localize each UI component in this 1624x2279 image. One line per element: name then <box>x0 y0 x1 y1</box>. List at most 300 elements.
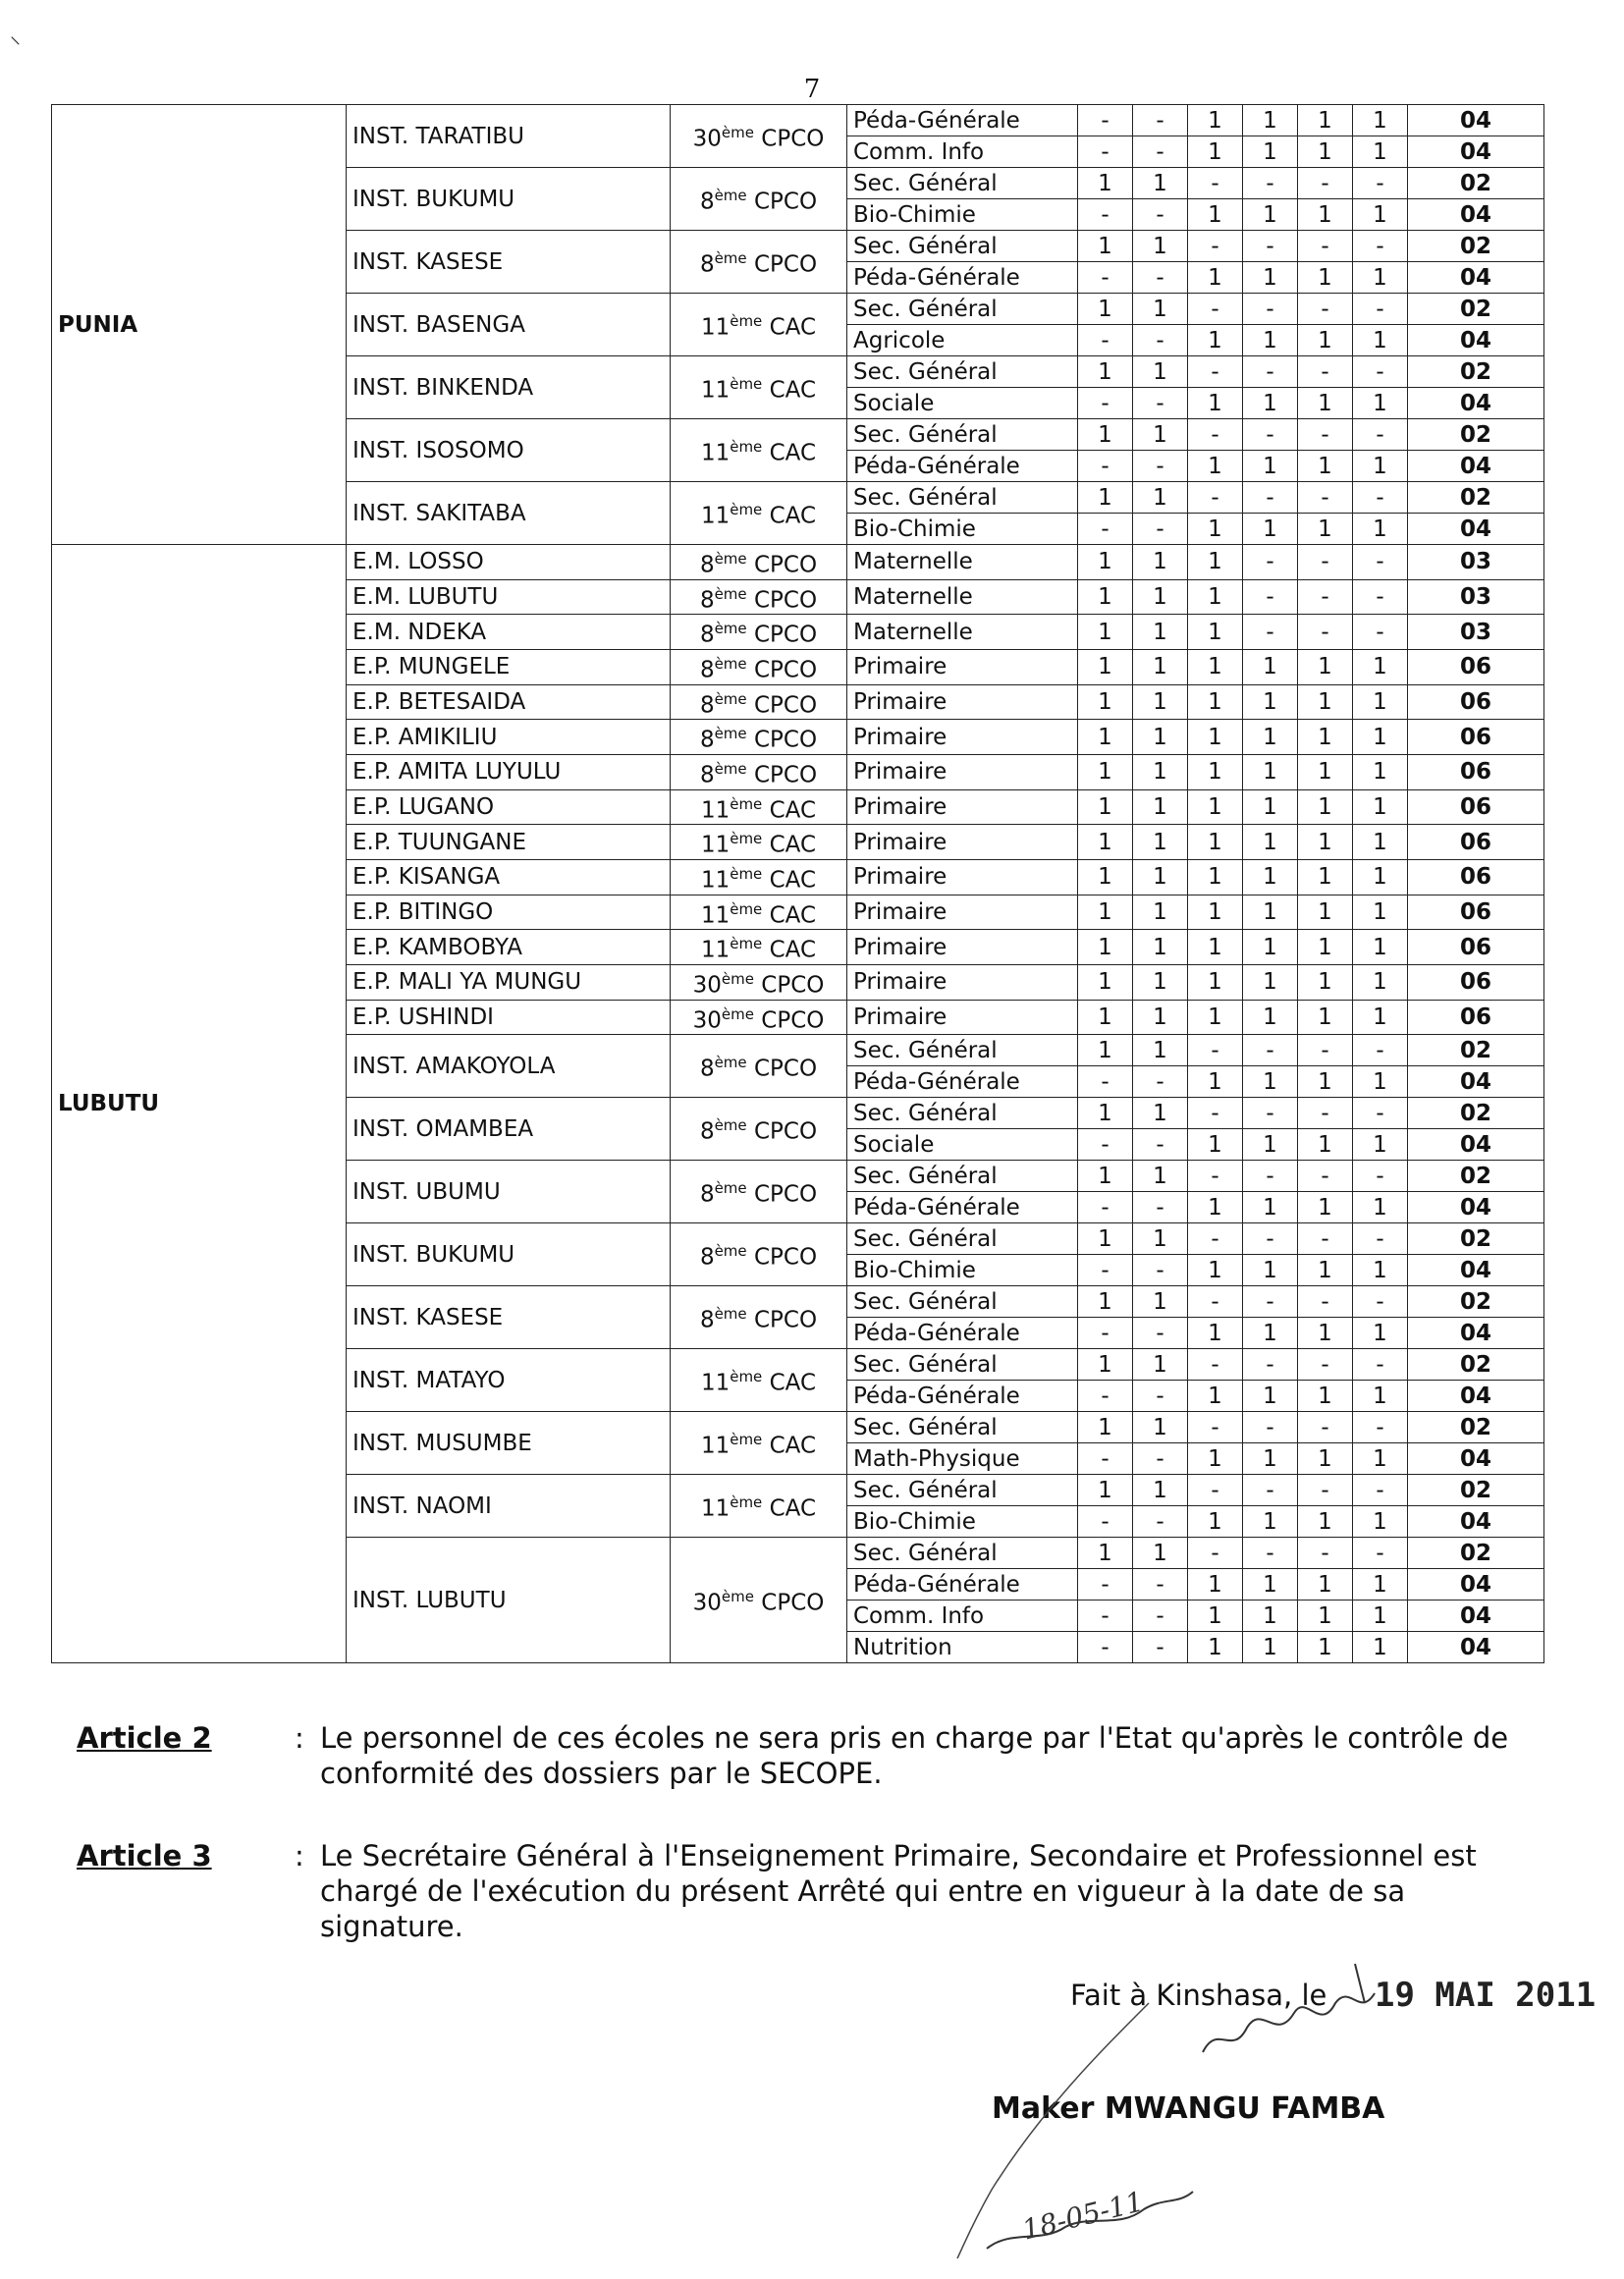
section-cell: Sociale <box>847 1129 1078 1161</box>
reference-cell <box>671 615 847 650</box>
class-count-cell: 1 <box>1078 1161 1133 1192</box>
class-count-cell: - <box>1243 1412 1298 1443</box>
class-count-cell: 1 <box>1298 1318 1353 1349</box>
class-count-cell: 1 <box>1353 1506 1408 1538</box>
reference-number: 30 <box>692 1007 722 1034</box>
class-count-cell: 1 <box>1243 136 1298 168</box>
class-count-cell: 1 <box>1353 1632 1408 1663</box>
section-cell: Sec. Général <box>847 1161 1078 1192</box>
class-count-cell: 1 <box>1188 1632 1243 1663</box>
class-count-cell: - <box>1243 545 1298 580</box>
class-count-cell: - <box>1353 168 1408 199</box>
class-count-cell: - <box>1133 1632 1188 1663</box>
reference-ordinal: ème <box>730 830 763 848</box>
scan-mark: ⸌ <box>10 33 22 58</box>
class-count-cell: - <box>1298 294 1353 325</box>
section-cell: Péda-Générale <box>847 1318 1078 1349</box>
class-count-cell: - <box>1188 1098 1243 1129</box>
class-count-cell: - <box>1353 294 1408 325</box>
class-count-cell: 1 <box>1188 514 1243 545</box>
section-cell: Primaire <box>847 1000 1078 1035</box>
reference-ordinal: ème <box>714 1179 747 1198</box>
class-count-cell: 1 <box>1078 1286 1133 1318</box>
class-count-cell: 1 <box>1353 325 1408 356</box>
total-cell: 04 <box>1408 1632 1544 1663</box>
class-count-cell: - <box>1078 136 1133 168</box>
class-count-cell: - <box>1353 545 1408 580</box>
class-count-cell: 1 <box>1133 545 1188 580</box>
class-count-cell: - <box>1188 1538 1243 1569</box>
school-cell: INST. MUSUMBE <box>347 1412 671 1475</box>
reference-number: 11 <box>700 1434 731 1460</box>
total-cell: 04 <box>1408 136 1544 168</box>
class-count-cell: 1 <box>1078 356 1133 388</box>
class-count-cell: - <box>1188 294 1243 325</box>
reference-suffix: CPCO <box>753 727 818 753</box>
class-count-cell: 1 <box>1133 294 1188 325</box>
reference-ordinal: ème <box>714 187 747 205</box>
school-cell: E.M. LOSSO <box>347 545 671 580</box>
reference-number: 30 <box>692 972 722 999</box>
section-cell: Primaire <box>847 720 1078 755</box>
reference-cell <box>671 964 847 1000</box>
class-count-cell: 1 <box>1078 1538 1133 1569</box>
class-count-cell: - <box>1353 482 1408 514</box>
class-count-cell: - <box>1078 1443 1133 1475</box>
class-count-cell: 1 <box>1078 1223 1133 1255</box>
class-count-cell: 1 <box>1188 262 1243 294</box>
class-count-cell: 1 <box>1353 684 1408 720</box>
class-count-cell: - <box>1133 1506 1188 1538</box>
class-count-cell: 1 <box>1353 649 1408 684</box>
class-count-cell: 1 <box>1188 1506 1243 1538</box>
total-cell: 02 <box>1408 1161 1544 1192</box>
class-count-cell: - <box>1078 199 1133 231</box>
reference-number: 8 <box>699 1308 715 1334</box>
class-count-cell: 1 <box>1078 649 1133 684</box>
class-count-cell: - <box>1243 1098 1298 1129</box>
class-count-cell: 1 <box>1353 789 1408 825</box>
class-count-cell: - <box>1188 482 1243 514</box>
total-cell: 03 <box>1408 615 1544 650</box>
class-count-cell: 1 <box>1133 615 1188 650</box>
class-count-cell: 1 <box>1078 1000 1133 1035</box>
class-count-cell: 1 <box>1188 964 1243 1000</box>
class-count-cell: 1 <box>1353 1066 1408 1098</box>
class-count-cell: 1 <box>1078 684 1133 720</box>
total-cell: 06 <box>1408 930 1544 965</box>
class-count-cell: - <box>1133 1066 1188 1098</box>
class-count-cell: - <box>1353 1035 1408 1066</box>
class-count-cell: - <box>1353 1349 1408 1381</box>
class-count-cell: 1 <box>1133 1000 1188 1035</box>
reference-cell <box>671 789 847 825</box>
section-cell: Primaire <box>847 789 1078 825</box>
reference-suffix: CPCO <box>753 552 818 578</box>
class-count-cell: 1 <box>1078 615 1133 650</box>
total-cell: 02 <box>1408 1538 1544 1569</box>
reference-ordinal: ème <box>714 725 747 743</box>
article-3-text: Le Secrétaire Général à l'Enseignement Primaire, Secondaire et Professionnel est chargé de l'exécution du présent Arrêté qui entre en vigueur à la date de sa signature. <box>320 1839 1477 1943</box>
reference-number: 8 <box>699 692 715 719</box>
reference-suffix: CPCO <box>753 1245 818 1272</box>
class-count-cell: - <box>1078 1506 1133 1538</box>
section-cell: Bio-Chimie <box>847 1506 1078 1538</box>
class-count-cell: 1 <box>1243 964 1298 1000</box>
class-count-cell: - <box>1298 1412 1353 1443</box>
class-count-cell: - <box>1133 1192 1188 1223</box>
class-count-cell: 1 <box>1243 388 1298 419</box>
class-count-cell: 1 <box>1133 356 1188 388</box>
reference-cell <box>671 1286 847 1349</box>
class-count-cell: 1 <box>1078 419 1133 451</box>
class-count-cell: 1 <box>1243 1318 1298 1349</box>
class-count-cell: 1 <box>1133 789 1188 825</box>
class-count-cell: 1 <box>1078 720 1133 755</box>
school-cell: INST. KASESE <box>347 231 671 294</box>
class-count-cell: - <box>1243 482 1298 514</box>
reference-suffix: CPCO <box>753 622 818 648</box>
class-count-cell: 1 <box>1353 964 1408 1000</box>
class-count-cell: 1 <box>1298 199 1353 231</box>
class-count-cell: - <box>1243 615 1298 650</box>
class-count-cell: - <box>1133 1318 1188 1349</box>
class-count-cell: - <box>1353 1538 1408 1569</box>
class-count-cell: 1 <box>1298 1255 1353 1286</box>
article-2-colon: : <box>295 1721 304 1755</box>
class-count-cell: 1 <box>1078 895 1133 930</box>
section-cell: Maternelle <box>847 579 1078 615</box>
total-cell: 04 <box>1408 105 1544 136</box>
class-count-cell: 1 <box>1243 754 1298 789</box>
school-cell: E.M. LUBUTU <box>347 579 671 615</box>
reference-suffix: CAC <box>769 377 817 404</box>
reference-number: 30 <box>692 126 722 152</box>
class-count-cell: 1 <box>1133 754 1188 789</box>
class-count-cell: 1 <box>1188 1381 1243 1412</box>
class-count-cell: 1 <box>1078 1475 1133 1506</box>
reference-cell <box>671 1349 847 1412</box>
school-cell: INST. OMAMBEA <box>347 1098 671 1161</box>
reference-ordinal: ème <box>714 550 747 568</box>
school-cell: INST. SAKITABA <box>347 482 671 545</box>
reference-cell <box>671 545 847 580</box>
reference-number: 11 <box>700 902 731 929</box>
class-count-cell: 1 <box>1188 649 1243 684</box>
reference-cell <box>671 649 847 684</box>
school-cell: E.M. NDEKA <box>347 615 671 650</box>
reference-ordinal: ème <box>714 1054 747 1072</box>
total-cell: 02 <box>1408 1286 1544 1318</box>
class-count-cell: 1 <box>1078 231 1133 262</box>
class-count-cell: - <box>1078 105 1133 136</box>
total-cell: 06 <box>1408 895 1544 930</box>
total-cell: 06 <box>1408 859 1544 895</box>
school-cell: E.P. AMITA LUYULU <box>347 754 671 789</box>
class-count-cell: 1 <box>1298 136 1353 168</box>
class-count-cell: 1 <box>1188 136 1243 168</box>
reference-suffix: CPCO <box>753 692 818 719</box>
class-count-cell: - <box>1078 1569 1133 1601</box>
school-cell: E.P. MUNGELE <box>347 649 671 684</box>
class-count-cell: - <box>1133 325 1188 356</box>
reference-suffix: CPCO <box>761 972 825 999</box>
class-count-cell: 1 <box>1078 754 1133 789</box>
class-count-cell: 1 <box>1298 1569 1353 1601</box>
total-cell: 02 <box>1408 294 1544 325</box>
reference-number: 8 <box>699 622 715 648</box>
reference-ordinal: ème <box>721 124 754 142</box>
section-cell: Sec. Général <box>847 1223 1078 1255</box>
class-count-cell: - <box>1133 1443 1188 1475</box>
reference-ordinal: ème <box>721 1588 754 1606</box>
class-count-cell: - <box>1243 1035 1298 1066</box>
total-cell: 02 <box>1408 1412 1544 1443</box>
class-count-cell: - <box>1188 1475 1243 1506</box>
reference-cell <box>671 294 847 356</box>
class-count-cell: 1 <box>1353 754 1408 789</box>
allocation-table <box>51 104 1544 1663</box>
total-cell: 04 <box>1408 1381 1544 1412</box>
reference-cell <box>671 930 847 965</box>
reference-ordinal: ème <box>730 864 763 883</box>
section-cell: Primaire <box>847 649 1078 684</box>
class-count-cell: 1 <box>1133 168 1188 199</box>
class-count-cell: 1 <box>1243 895 1298 930</box>
reference-cell <box>671 1000 847 1035</box>
class-count-cell: - <box>1188 1412 1243 1443</box>
reference-cell <box>671 1035 847 1098</box>
class-count-cell: 1 <box>1298 789 1353 825</box>
class-count-cell: 1 <box>1133 579 1188 615</box>
total-cell: 04 <box>1408 451 1544 482</box>
reference-ordinal: ème <box>730 899 763 918</box>
class-count-cell: 1 <box>1298 930 1353 965</box>
class-count-cell: 1 <box>1353 930 1408 965</box>
reference-ordinal: ème <box>730 501 763 519</box>
reference-suffix: CPCO <box>753 1057 818 1083</box>
class-count-cell: - <box>1133 136 1188 168</box>
section-cell: Primaire <box>847 754 1078 789</box>
section-cell: Sec. Général <box>847 419 1078 451</box>
reference-suffix: CPCO <box>753 1182 818 1209</box>
class-count-cell: 1 <box>1243 649 1298 684</box>
section-cell: Sec. Général <box>847 1098 1078 1129</box>
class-count-cell: - <box>1188 231 1243 262</box>
class-count-cell: 1 <box>1243 514 1298 545</box>
reference-cell <box>671 1412 847 1475</box>
school-cell: INST. ISOSOMO <box>347 419 671 482</box>
class-count-cell: 1 <box>1353 859 1408 895</box>
article-3-colon: : <box>295 1839 304 1872</box>
class-count-cell: 1 <box>1298 1192 1353 1223</box>
school-cell: INST. BASENGA <box>347 294 671 356</box>
class-count-cell: - <box>1353 1098 1408 1129</box>
class-count-cell: 1 <box>1133 825 1188 860</box>
class-count-cell: - <box>1078 1066 1133 1098</box>
total-cell: 02 <box>1408 1475 1544 1506</box>
class-count-cell: 1 <box>1243 930 1298 965</box>
reference-number: 8 <box>699 552 715 578</box>
reference-number: 8 <box>699 251 715 278</box>
class-count-cell: - <box>1188 168 1243 199</box>
reference-cell <box>671 859 847 895</box>
class-count-cell: - <box>1298 1538 1353 1569</box>
date-stamp: 19 MAI 2011 <box>1375 1976 1597 2015</box>
reference-ordinal: ème <box>721 969 754 988</box>
class-count-cell: - <box>1078 1381 1133 1412</box>
class-count-cell: - <box>1298 356 1353 388</box>
reference-cell <box>671 825 847 860</box>
total-cell: 04 <box>1408 1255 1544 1286</box>
reference-number: 8 <box>699 1057 715 1083</box>
class-count-cell: 1 <box>1078 964 1133 1000</box>
section-cell: Sec. Général <box>847 1412 1078 1443</box>
total-cell: 02 <box>1408 1098 1544 1129</box>
reference-number: 11 <box>700 867 731 894</box>
reference-suffix: CPCO <box>761 126 825 152</box>
total-cell: 04 <box>1408 1601 1544 1632</box>
reference-suffix: CAC <box>769 1496 817 1523</box>
class-count-cell: 1 <box>1078 1035 1133 1066</box>
total-cell: 06 <box>1408 720 1544 755</box>
reference-number: 8 <box>699 1119 715 1146</box>
class-count-cell: - <box>1078 1192 1133 1223</box>
class-count-cell: 1 <box>1353 1129 1408 1161</box>
reference-suffix: CAC <box>769 1434 817 1460</box>
total-cell: 04 <box>1408 1569 1544 1601</box>
class-count-cell: 1 <box>1078 1349 1133 1381</box>
reference-ordinal: ème <box>714 1242 747 1261</box>
class-count-cell: - <box>1353 356 1408 388</box>
class-count-cell: - <box>1243 419 1298 451</box>
class-count-cell: 1 <box>1078 579 1133 615</box>
page-number: 7 <box>803 75 821 104</box>
class-count-cell: - <box>1298 1349 1353 1381</box>
class-count-cell: 1 <box>1078 825 1133 860</box>
school-cell: E.P. AMIKILIU <box>347 720 671 755</box>
article-2-label: Article 2 <box>77 1721 212 1755</box>
reference-suffix: CPCO <box>753 762 818 788</box>
class-count-cell: - <box>1298 419 1353 451</box>
reference-number: 11 <box>700 1496 731 1523</box>
total-cell: 04 <box>1408 514 1544 545</box>
class-count-cell: 1 <box>1188 545 1243 580</box>
reference-cell <box>671 1098 847 1161</box>
class-count-cell: - <box>1243 1223 1298 1255</box>
section-cell: Maternelle <box>847 615 1078 650</box>
total-cell: 06 <box>1408 789 1544 825</box>
class-count-cell: 1 <box>1243 105 1298 136</box>
section-cell: Sec. Général <box>847 1035 1078 1066</box>
section-cell: Primaire <box>847 684 1078 720</box>
class-count-cell: 1 <box>1298 859 1353 895</box>
reference-ordinal: ème <box>714 654 747 673</box>
class-count-cell: 1 <box>1243 1255 1298 1286</box>
section-cell: Péda-Générale <box>847 1066 1078 1098</box>
reference-ordinal: ème <box>730 1493 763 1512</box>
class-count-cell: 1 <box>1353 199 1408 231</box>
reference-number: 30 <box>692 1591 722 1617</box>
reference-suffix: CPCO <box>753 657 818 683</box>
total-cell: 04 <box>1408 1129 1544 1161</box>
reference-suffix: CAC <box>769 797 817 824</box>
school-cell: INST. MATAYO <box>347 1349 671 1412</box>
total-cell: 04 <box>1408 1192 1544 1223</box>
class-count-cell: 1 <box>1243 1129 1298 1161</box>
total-cell: 02 <box>1408 482 1544 514</box>
class-count-cell: - <box>1243 294 1298 325</box>
class-count-cell: 1 <box>1133 482 1188 514</box>
reference-ordinal: ème <box>714 1116 747 1135</box>
total-cell: 02 <box>1408 419 1544 451</box>
class-count-cell: - <box>1298 615 1353 650</box>
section-cell: Péda-Générale <box>847 262 1078 294</box>
school-cell: E.P. KISANGA <box>347 859 671 895</box>
school-cell: INST. UBUMU <box>347 1161 671 1223</box>
class-count-cell: - <box>1298 545 1353 580</box>
class-count-cell: 1 <box>1298 325 1353 356</box>
class-count-cell: 1 <box>1133 1412 1188 1443</box>
reference-suffix: CPCO <box>753 1119 818 1146</box>
class-count-cell: - <box>1133 388 1188 419</box>
total-cell: 06 <box>1408 754 1544 789</box>
school-cell: INST. TARATIBU <box>347 105 671 168</box>
article-2-text: Le personnel de ces écoles ne sera pris en charge par l'Etat qu'après le contrôle de conformité des dossiers par le SECOPE. <box>320 1721 1509 1790</box>
class-count-cell: 1 <box>1353 1443 1408 1475</box>
class-count-cell: 1 <box>1353 1255 1408 1286</box>
class-count-cell: 1 <box>1243 859 1298 895</box>
reference-ordinal: ème <box>714 249 747 268</box>
class-count-cell: 1 <box>1188 720 1243 755</box>
school-cell: E.P. TUUNGANE <box>347 825 671 860</box>
class-count-cell: 1 <box>1133 1223 1188 1255</box>
class-count-cell: - <box>1243 1475 1298 1506</box>
section-cell: Sec. Général <box>847 1475 1078 1506</box>
class-count-cell: 1 <box>1353 1000 1408 1035</box>
reference-suffix: CAC <box>769 902 817 929</box>
class-count-cell: 1 <box>1243 325 1298 356</box>
class-count-cell: 1 <box>1078 1412 1133 1443</box>
reference-suffix: CPCO <box>753 189 818 215</box>
class-count-cell: 1 <box>1188 1255 1243 1286</box>
class-count-cell: 1 <box>1298 720 1353 755</box>
class-count-cell: - <box>1133 1569 1188 1601</box>
table-row <box>52 545 1544 580</box>
reference-number: 8 <box>699 1245 715 1272</box>
class-count-cell: 1 <box>1188 684 1243 720</box>
class-count-cell: 1 <box>1188 199 1243 231</box>
class-count-cell: 1 <box>1298 895 1353 930</box>
class-count-cell: 1 <box>1298 105 1353 136</box>
reference-cell <box>671 231 847 294</box>
class-count-cell: - <box>1353 615 1408 650</box>
class-count-cell: 1 <box>1078 545 1133 580</box>
section-cell: Sec. Général <box>847 356 1078 388</box>
class-count-cell: 1 <box>1243 825 1298 860</box>
class-count-cell: 1 <box>1298 825 1353 860</box>
class-count-cell: - <box>1188 1286 1243 1318</box>
class-count-cell: - <box>1298 482 1353 514</box>
class-count-cell: 1 <box>1188 325 1243 356</box>
total-cell: 06 <box>1408 684 1544 720</box>
total-cell: 02 <box>1408 356 1544 388</box>
reference-ordinal: ème <box>730 312 763 331</box>
class-count-cell: 1 <box>1243 789 1298 825</box>
section-cell: Primaire <box>847 895 1078 930</box>
section-cell: Bio-Chimie <box>847 1255 1078 1286</box>
section-cell: Sec. Général <box>847 1538 1078 1569</box>
